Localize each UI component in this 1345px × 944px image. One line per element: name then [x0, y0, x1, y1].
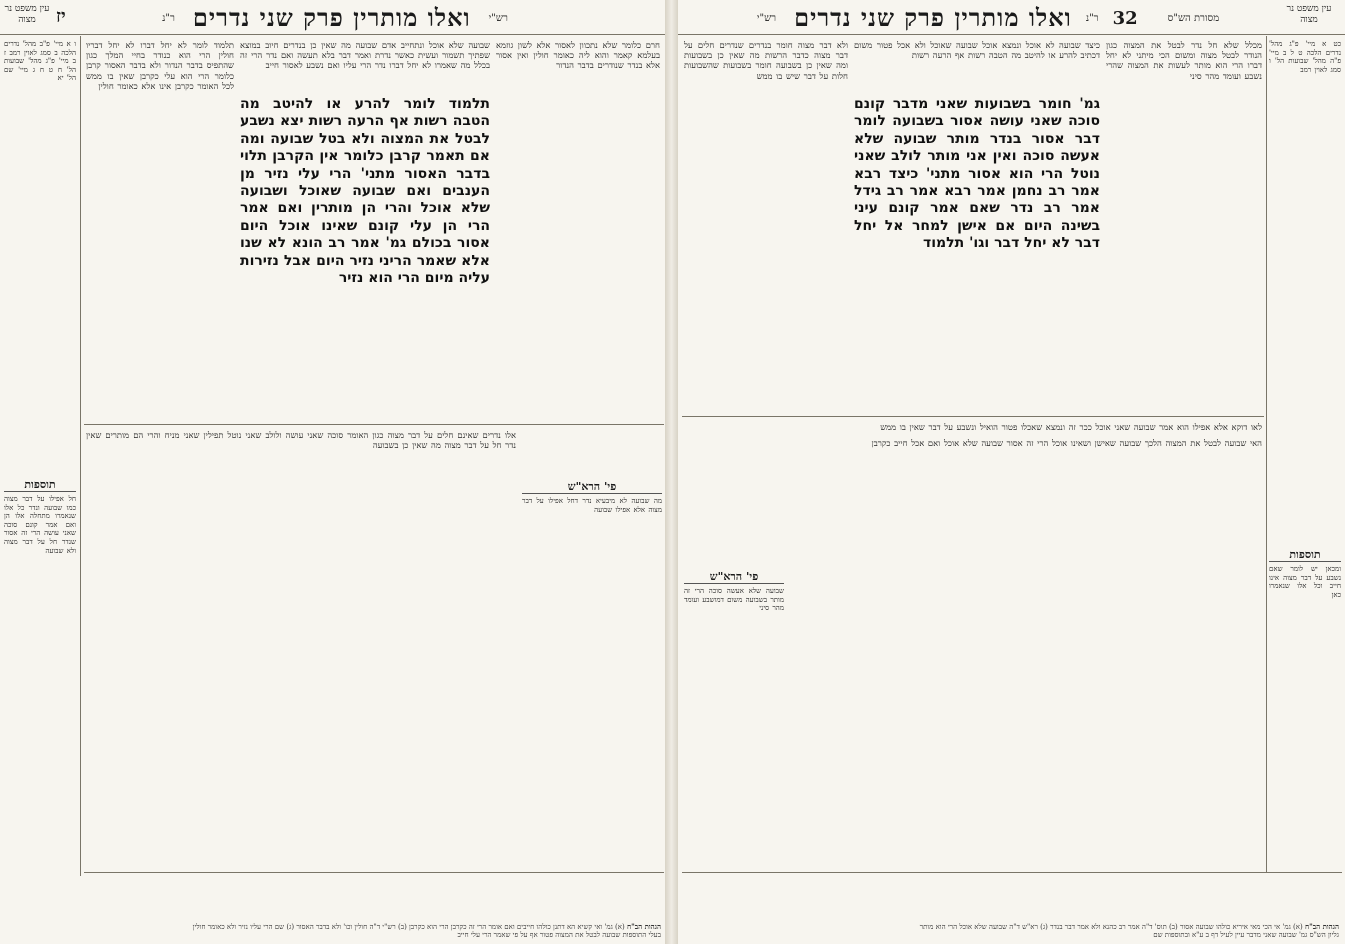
right-gemara-text-a: ולא דבר מצוה חומר בנדרים שנדרים חלים על דבר מצוה כדבר הרשות מה שאין כן בשבועות ומה שאין כן בשבועה חומר בשבועות שהשבועות חלות על דבר שיש בו ממש	[684, 40, 848, 81]
right-gemara-wide	[790, 422, 1262, 868]
left-rashi-text-a: תלמוד לומר לא יחל דברו לא יחל דבריו חולין הרי הוא כנודר בחיי המלך כגון שהתפיס בדבר הנדור ולא בדבר האסור קרבן כלומר הרי הוא עלי כקרבן שאין בו ממש לכל האומר כקרבן אינו אלא כאומר חולין	[86, 40, 234, 91]
right-footer	[684, 923, 1339, 940]
right-tosafot-wide: האי שבועה לבטל את המצוה הלכך שבועה שאישן ושאינו אוכל הרי זה אסור שבועה שלא אוכל ואם אכל חייב כקרבן	[871, 438, 1262, 449]
left-gemara-text-wide: אלו נדרים שאינם חלים על דבר מצוה כגון האומר סוכה שאני עושה ולולב שאני נוטל תפילין שאני מניח והרי הם מותרים שאין נדר חל על דבר מצוה מה שאין כן בשבועה	[86, 430, 516, 451]
left-footer-text-a: (א) גמ' ואי קשיא הא דתנן כולהו חייבים ואם אומר הרי זה כקרבן הרי הוא כקרבן (ב) רש"י ד"ה חולין וכו' ולא בדבר האסור (ג) שם הרי עליו נזיר ולא כאומר חולין	[192, 922, 625, 931]
right-hagahot-label: הגהות הב"ח	[1304, 921, 1339, 931]
right-page	[678, 0, 1345, 944]
right-gemara-text-wide: לאו דוקא אלא אפילו הוא אמר שבועה שאני אוכל ככר זה ונמצא שאכלו פטור הואיל ונשבע על דבר שאין בו ממש	[880, 422, 1262, 432]
right-gemara-column	[684, 40, 848, 410]
left-mid-rule	[84, 424, 664, 425]
right-ran-column	[1106, 40, 1262, 410]
right-ein-mishpat	[1269, 40, 1341, 540]
right-ein-mishpat-header: עין משפט נר מצוה	[1286, 4, 1332, 25]
right-folio: ר"נ	[1085, 12, 1099, 24]
right-footer-rule	[682, 872, 1342, 873]
right-tosafot-label: תוספות	[1269, 548, 1341, 562]
right-ein-mishpat-text: כט א מיי' פ"ג מהל' נדרים הלכה ט ל ב מיי' פ"ה מהל' שבועות הל' ו סמג לאוין רמב	[1269, 40, 1341, 74]
left-folio: ר"נ	[162, 12, 175, 24]
right-main-text	[854, 96, 1100, 414]
left-rosh-column	[522, 480, 662, 860]
right-masoret-label: מסורת הש"ס	[1167, 12, 1220, 24]
right-rosh-label: פי' הרא"ש	[684, 570, 784, 584]
right-rosh-column	[684, 570, 784, 870]
right-page-title: ואלו מותרין פרק שני נדרים	[794, 3, 1072, 32]
left-rashi-text-b: חרם כלומר שלא נתכוון לאסור אלא לשון גוזמא בעלמא קאמר והוא ליה כאומר חולין ואין אסור אלא בנדר שנודרים בדבר הנדור	[496, 40, 660, 71]
left-tosafot-text: חל אפילו על דבר מצוה כמו שבועה ונדר כל אלו שנאמרו מתחלה אלו הן ואם אמר קונם סוכה שאני עושה הרי זה אסור שנדר חל על דבר מצוה ולא שבועה	[4, 495, 76, 555]
left-footer	[86, 923, 661, 940]
left-rosh-text: מה שבועה לא מיבעיא נדר דחל אפילו על דבר מצוה אלא אפילו שבועה	[522, 497, 662, 514]
right-ran-top	[854, 40, 1100, 94]
left-rashi-column-b	[496, 40, 660, 420]
left-header-rule	[0, 34, 665, 35]
right-mid-rule	[682, 416, 1264, 417]
left-margin-rule	[80, 36, 81, 876]
right-ran-text-top: כיצד שבועה לא אוכל ונמצא אוכל שבועה שאוכל ולא אכל פטור משום דכתיב להרע או להיטב מה הטבה רשות אף הרעה רשות	[854, 40, 1100, 61]
left-main-text	[240, 96, 490, 416]
book-gutter	[665, 0, 678, 944]
ein-mishpat-header: עין משפט נר מצוה	[4, 4, 50, 25]
right-footer-text-b: גליון הש"ס גמ' שבועה שאני מדבר עיין לעיל דף ב ע"א ובתוספות שם	[1153, 931, 1339, 940]
left-rashi-column-a	[86, 40, 234, 420]
left-hagahot-label: הגהות הב"ח	[626, 921, 661, 931]
left-page	[0, 0, 666, 944]
left-ein-mishpat-text: ו א מיי' פ"ב מהל' נדרים הלכה ב סמג לאוין רמב ז ב מיי' פ"ג מהל' שבועות הל' ח ט ח ג מיי' שם הל' יא	[4, 40, 76, 83]
left-gemara-column	[240, 40, 490, 94]
right-margin-rule	[1266, 36, 1267, 872]
right-commentary-label: רש"י	[756, 12, 777, 24]
right-tosafot-text: ומכאן יש לומר שאם נשבע על דבר מצוה אינו חייב וכל אלו שנאמרו כאן	[1269, 565, 1341, 599]
left-tosafot-column	[4, 478, 76, 876]
left-footer-rule	[84, 872, 664, 873]
left-commentary-label: רש"י	[488, 12, 508, 24]
left-gemara-text-top: שבועה שלא אוכל ונתחייב אדם שבועה מה שאין כן בנדרים חיוב במוצא שפתיך תשמור ועשית כאשר נדרת ואמר דבר בלא תעשה ואם נדר הרי זה בכלל מה שאמרו לא יחל דברו נדר הרי עליו ואם נשבע לאסור חייב	[240, 40, 490, 71]
right-rosh-text: שבועה שלא אעשה סוכה הרי זה מותר בשבועה משום דמושבע ועומד מהר סיני	[684, 587, 784, 613]
left-tosafot-label: תוספות	[4, 478, 76, 492]
right-ran-text-a: מכלל שלא חל נדר לבטל את המצוה כגון הנודר לבטל מצוה ומשום הכי מיתני לא יחל דברו הרי הוא מותר לעשות את המצוה שהרי נשבע ועומד מהר סיני	[1106, 40, 1262, 81]
left-page-title: ואלו מותרין פרק שני נדרים	[192, 3, 471, 32]
right-tosafot-column	[1269, 548, 1341, 868]
left-footer-text-b: בעלי התוספות שבועה לבטל את המצוה פטור אף על פי שאמר הרי עלי חייב	[457, 931, 661, 940]
left-ein-mishpat	[4, 40, 76, 470]
left-gemara-wide	[86, 430, 516, 860]
left-page-letter: יז	[56, 6, 66, 27]
right-main-text-body: גמ' חומר בשבועות שאני מדבר קונם סוכה שאני עושה אסור בשבועה לומר דבר אסור בנדר מותר שבועה שלא אעשה סוכה ואין אני מותר לולב שאני נוטל הרי הוא אסור מתני' כיצד רבא אמר רב נחמן אמר רבא אמר רב גידל אמר רב נדר שאם אמר קונם עיני בשינה היום אם אישן למחר אל יחל דבר לא יחל דבר וגו' תלמוד	[854, 96, 1100, 252]
right-header-rule	[678, 34, 1345, 35]
right-footer-text-a: (א) גמ' אי הכי מאי איריא כולהו שבועה אסור (ב) תוס' ד"ה אמר רב כהנא ולא אמר דבר בנדר (ג) רא"ש ד"ה שבועה שלא אוכל הרי הוא מותר	[919, 922, 1303, 931]
left-page-header	[110, 4, 560, 32]
left-main-text-body: תלמוד לומר להרע או להיטב מה הטבה רשות אף הרעה רשות יצא נשבע לבטל את המצוה ולא בטל שבועה ומה אם תאמר קרבן כלומר אין הקרבן תלוי בדבר האסור מתני' הרי עלי נזיר מן הענבים ואם שבועה שאוכל ושבועה שלא אוכל והרי הן מותרין ואם אמר הרי הן עלי קונם שאינו אוכל היום אסור בכולם גמ' אמר רב הונא לא שנו אלא שאמר הריני נזיר היום אבל נזירות עליה מיום הרי הוא נזיר	[240, 96, 490, 287]
right-page-number: 32	[1112, 7, 1138, 29]
left-rosh-label: פי' הרא"ש	[522, 480, 662, 494]
right-page-header	[738, 4, 1238, 32]
